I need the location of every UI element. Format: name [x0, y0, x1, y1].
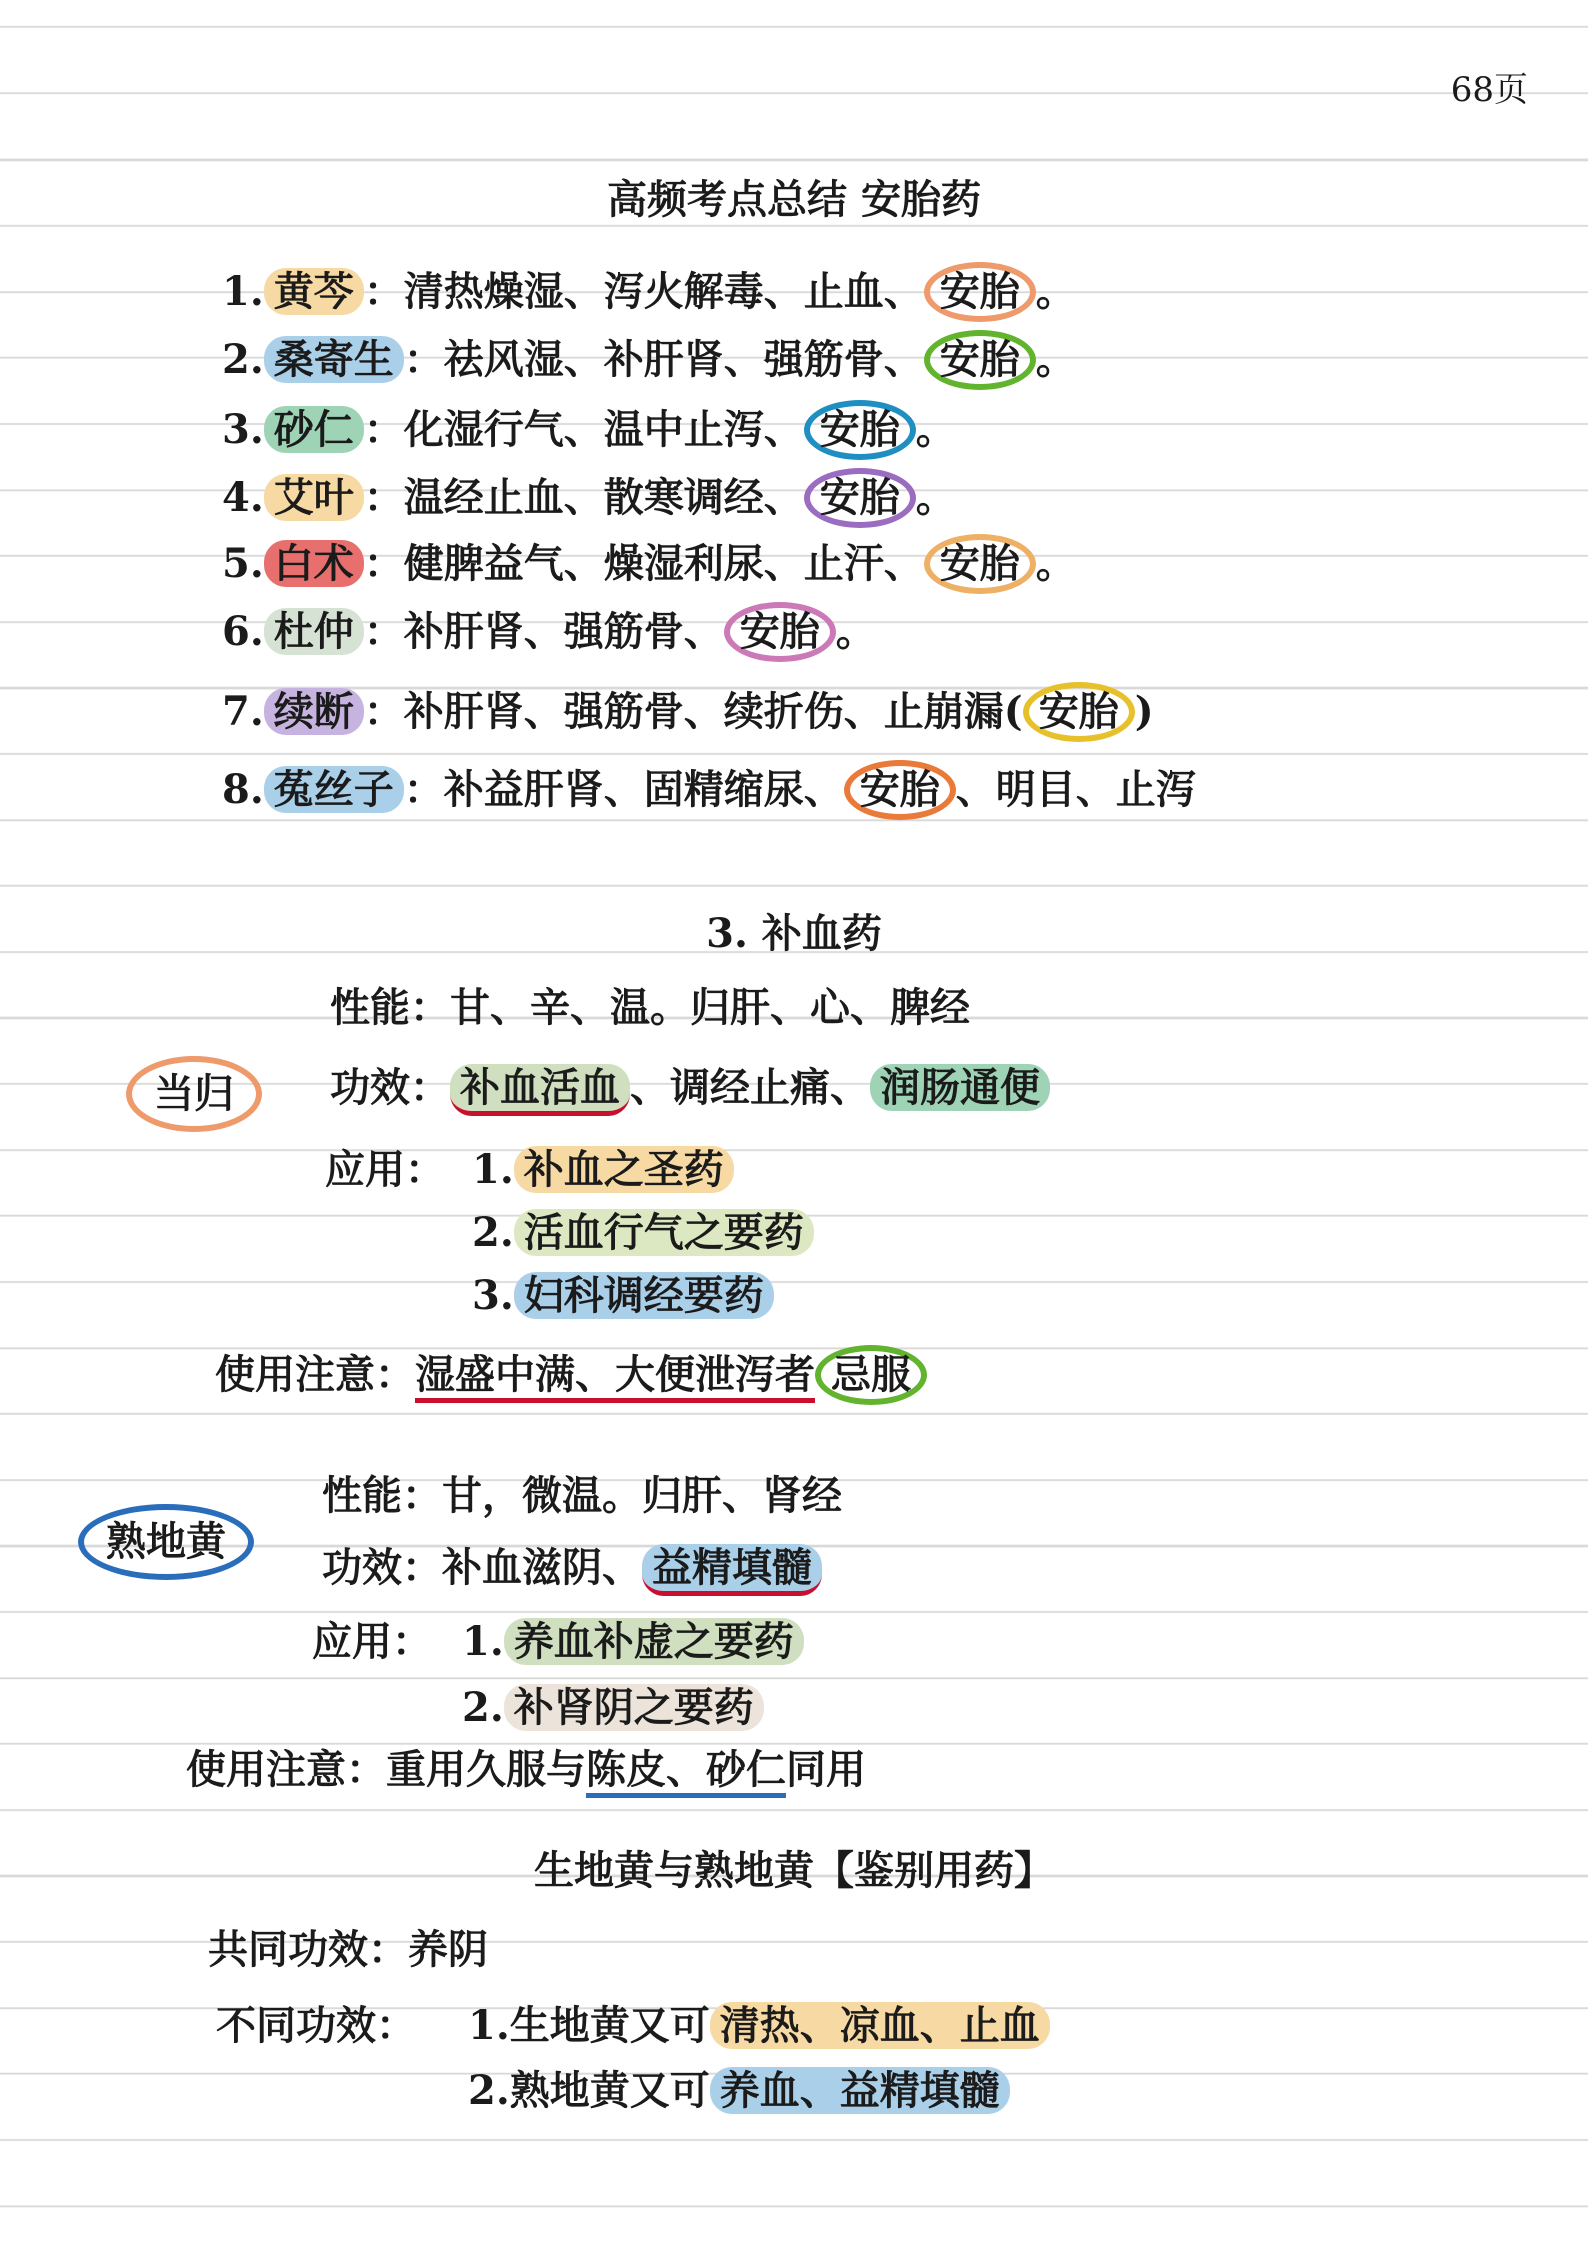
herb-effects: 健脾益气、燥湿利尿、止汗、 [403, 540, 924, 587]
properties-label: 性能： [330, 984, 450, 1031]
herb-separator: ： [363, 540, 404, 587]
caution-circled: 忌服 [815, 1345, 927, 1405]
herb-name: 艾叶 [264, 474, 364, 521]
herb-separator: ： [403, 766, 444, 813]
herb-effects: 祛风湿、补肝肾、强筋骨、 [443, 336, 924, 383]
shudihuang-application-label: 应用： [312, 1618, 432, 1665]
herb-number: 4. [222, 474, 264, 521]
diff-num: 1. [468, 2002, 510, 2049]
properties-text: 甘，微温。归肝、肾经 [442, 1472, 842, 1519]
herb-tail: ) [1134, 688, 1154, 735]
herb-row [222, 400, 956, 460]
properties-label: 性能： [322, 1472, 442, 1519]
herb-name: 续断 [264, 688, 364, 735]
danggui-application-1 [472, 1142, 734, 1198]
herb-tail: 。 [915, 406, 956, 453]
herb-number: 2. [222, 336, 264, 383]
herb-row [222, 760, 1196, 820]
danggui-badge: 当归 [126, 1056, 262, 1132]
herb-row [222, 682, 1154, 742]
herb-tail: 、明目、止泻 [955, 766, 1196, 813]
danggui-caution-row [215, 1345, 927, 1405]
caution-label: 使用注意： [186, 1746, 386, 1793]
caution-text: 重用久服与 [386, 1746, 586, 1793]
common-label: 共同功效： [208, 1926, 408, 1973]
application-num: 3. [472, 1272, 514, 1319]
danggui-application-label: 应用： [325, 1146, 445, 1193]
herb-tail-prefix: ( [1003, 688, 1023, 735]
application-num: 2. [472, 1209, 514, 1256]
an-tai-circled: 安胎 [924, 534, 1036, 594]
page-number: 68页 [1450, 70, 1528, 110]
herb-number: 7. [222, 688, 264, 735]
herb-row [222, 534, 1076, 594]
danggui-effects-row [330, 1060, 1050, 1116]
caution-underlined: 陈皮、砂仁 [586, 1746, 786, 1798]
herb-tail: 。 [1035, 540, 1076, 587]
effect-text: 补血滋阴、 [442, 1544, 642, 1591]
an-tai-circled: 安胎 [844, 760, 956, 820]
herb-row [222, 330, 1076, 390]
herb-effects: 温经止血、散寒调经、 [403, 474, 804, 521]
herb-effects: 清热燥湿、泻火解毒、止血、 [403, 268, 924, 315]
herb-number: 8. [222, 766, 264, 813]
herb-name: 桑寄生 [264, 336, 404, 383]
caution-text: 湿盛中满、大便泄泻者 [415, 1351, 815, 1403]
diff-text: 熟地黄又可 [509, 2067, 710, 2114]
shudihuang-application-1 [462, 1614, 804, 1670]
effect-highlight: 益精填髓 [642, 1544, 822, 1596]
danggui-application-3 [472, 1268, 774, 1324]
application-text: 妇科调经要药 [514, 1272, 774, 1319]
herb-separator: ： [363, 268, 404, 315]
common-text: 养阴 [408, 1926, 488, 1973]
herb-separator: ： [363, 608, 404, 655]
herb-row [222, 602, 876, 662]
herb-separator: ： [403, 336, 444, 383]
shudihuang-effects-row [322, 1540, 822, 1596]
herb-effects: 补肝肾、强筋骨、续折伤、止崩漏 [403, 688, 1004, 735]
herb-separator: ： [363, 474, 404, 521]
herb-number: 3. [222, 406, 264, 453]
application-text: 补肾阴之要药 [504, 1684, 764, 1731]
herb-separator: ： [363, 406, 404, 453]
herb-effects: 补肝肾、强筋骨、 [403, 608, 724, 655]
application-num: 1. [472, 1146, 514, 1193]
shudihuang-application-2 [462, 1680, 764, 1736]
herb-name: 杜仲 [264, 608, 364, 655]
properties-text: 甘、辛、温。归肝、心、脾经 [450, 984, 970, 1031]
herb-tail: 。 [915, 474, 956, 521]
application-num: 2. [462, 1684, 504, 1731]
caution-text: 同用 [786, 1746, 866, 1793]
diff-text: 生地黄又可 [509, 2002, 710, 2049]
section2-title: 3. 补血药 [706, 910, 882, 957]
application-text: 养血补虚之要药 [504, 1618, 804, 1665]
danggui-properties-row [330, 980, 970, 1036]
herb-effects: 化湿行气、温中止泻、 [403, 406, 804, 453]
section1-title: 高频考点总结 安胎药 [607, 176, 981, 223]
application-text: 补血之圣药 [514, 1146, 734, 1193]
herb-name: 黄芩 [264, 268, 364, 315]
an-tai-circled: 安胎 [724, 602, 836, 662]
herb-tail: 。 [835, 608, 876, 655]
effects-label: 功效： [322, 1544, 442, 1591]
effect-text: 、调经止痛、 [630, 1064, 870, 1111]
diff-row-1 [468, 1998, 1050, 2054]
herb-tail: 。 [1035, 268, 1076, 315]
diff-highlight: 清热、凉血、止血 [710, 2002, 1050, 2049]
herb-number: 6. [222, 608, 264, 655]
common-effect-row [208, 1922, 488, 1978]
section3-title: 生地黄与熟地黄【鉴别用药】 [534, 1847, 1054, 1894]
herb-name: 菟丝子 [264, 766, 404, 813]
an-tai-circled: 安胎 [924, 330, 1036, 390]
diff-row-2 [468, 2063, 1010, 2119]
effect-highlight: 补血活血 [450, 1064, 630, 1116]
diff-num: 2. [468, 2067, 510, 2114]
shudihuang-badge: 熟地黄 [78, 1504, 254, 1580]
shudihuang-caution-row [186, 1742, 866, 1798]
herb-tail: 。 [1035, 336, 1076, 383]
application-num: 1. [462, 1618, 504, 1665]
an-tai-circled: 安胎 [804, 468, 916, 528]
herb-effects: 补益肝肾、固精缩尿、 [443, 766, 844, 813]
herb-row [222, 262, 1076, 322]
caution-label: 使用注意： [215, 1351, 415, 1398]
danggui-application-2 [472, 1205, 814, 1261]
herb-number: 1. [222, 268, 264, 315]
effects-label: 功效： [330, 1064, 450, 1111]
an-tai-circled: 安胎 [1023, 682, 1135, 742]
diff-label: 不同功效： [216, 2002, 416, 2049]
diff-highlight: 养血、益精填髓 [710, 2067, 1010, 2114]
effect-highlight: 润肠通便 [870, 1064, 1050, 1111]
herb-row [222, 468, 956, 528]
application-text: 活血行气之要药 [514, 1209, 814, 1256]
herb-name: 砂仁 [264, 406, 364, 453]
herb-number: 5. [222, 540, 264, 587]
an-tai-circled: 安胎 [924, 262, 1036, 322]
herb-name: 白术 [264, 540, 364, 587]
an-tai-circled: 安胎 [804, 400, 916, 460]
shudihuang-properties-row [322, 1468, 842, 1524]
herb-separator: ： [363, 688, 404, 735]
